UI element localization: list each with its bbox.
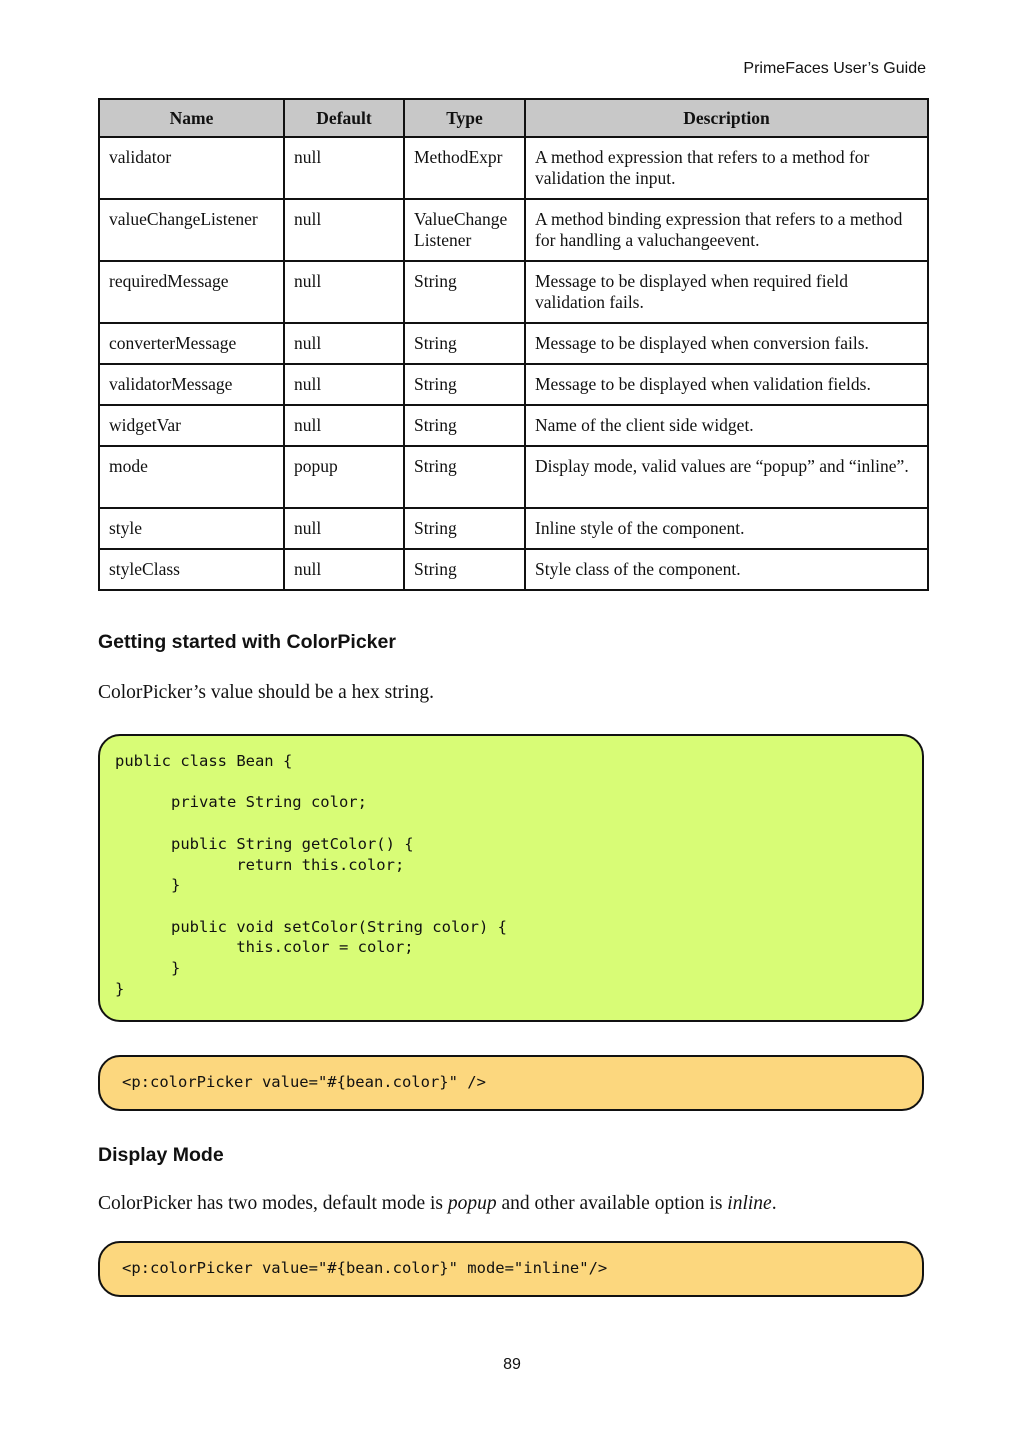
attr-name: widgetVar — [99, 405, 284, 446]
attr-description: Display mode, valid values are “popup” and “inline”. — [525, 446, 928, 508]
attr-description: Name of the client side widget. — [525, 405, 928, 446]
attr-name: valueChangeListener — [99, 199, 284, 261]
attr-description: A method binding expression that refers to a method for handling a valuchangeevent. — [525, 199, 928, 261]
attr-type: String — [404, 261, 525, 323]
table-row — [99, 364, 928, 405]
attr-default: null — [284, 137, 404, 199]
java-code-block — [98, 734, 924, 1022]
attr-name: mode — [99, 446, 284, 508]
attr-name: converterMessage — [99, 323, 284, 364]
table-row — [99, 323, 928, 364]
column-header-type: Type — [404, 99, 525, 137]
attr-description: Style class of the component. — [525, 549, 928, 590]
column-header-description: Description — [525, 99, 928, 137]
display-mode-text — [98, 1193, 777, 1215]
section-intro-text: ColorPicker’s value should be a hex string. — [98, 682, 434, 703]
table-header-row — [99, 99, 928, 137]
attr-default: null — [284, 364, 404, 405]
table-row — [99, 508, 928, 549]
attr-default: null — [284, 199, 404, 261]
inline-term: inline — [727, 1193, 772, 1214]
attr-type: MethodExpr — [404, 137, 525, 199]
attr-default: null — [284, 261, 404, 323]
display-mode-text-middle: and other available option is — [496, 1193, 728, 1214]
section-heading-getting-started: Getting started with ColorPicker — [98, 631, 396, 653]
popup-term: popup — [447, 1193, 497, 1214]
attr-description: Inline style of the component. — [525, 508, 928, 549]
attr-description: Message to be displayed when required field validation fails. — [525, 261, 928, 323]
attr-default: null — [284, 323, 404, 364]
attr-description: Message to be displayed when validation fields. — [525, 364, 928, 405]
attr-type: String — [404, 446, 525, 508]
column-header-name: Name — [99, 99, 284, 137]
attr-name: validatorMessage — [99, 364, 284, 405]
attr-type: String — [404, 405, 525, 446]
xml-inline-code-block — [98, 1241, 924, 1297]
display-mode-text-end: . — [771, 1193, 777, 1214]
attr-description: Message to be displayed when conversion fails. — [525, 323, 928, 364]
section-heading-display-mode: Display Mode — [98, 1144, 224, 1166]
table-row — [99, 446, 928, 508]
table-row — [99, 137, 928, 199]
attr-name: requiredMessage — [99, 261, 284, 323]
running-header: PrimeFaces User’s Guide — [743, 60, 926, 77]
column-header-default: Default — [284, 99, 404, 137]
attr-type: String — [404, 508, 525, 549]
xml-code-block — [98, 1055, 924, 1111]
attr-type: String — [404, 323, 525, 364]
attr-default: null — [284, 405, 404, 446]
attr-name: validator — [99, 137, 284, 199]
page-number: 89 — [503, 1356, 521, 1373]
xml-code: <p:colorPicker value="#{bean.color}" /> — [122, 1073, 486, 1091]
java-code: public class Bean { private String color; public String getColor() { return this.color; } public void setColor(String color) { this.color = color; } } — [115, 752, 507, 998]
xml-inline-code: <p:colorPicker value="#{bean.color}" mode="inline"/> — [122, 1259, 608, 1277]
attr-description: A method expression that refers to a method for validation the input. — [525, 137, 928, 199]
attr-default: null — [284, 508, 404, 549]
attr-type: String — [404, 549, 525, 590]
attr-type: String — [404, 364, 525, 405]
attr-default: null — [284, 549, 404, 590]
table-row — [99, 199, 928, 261]
table-row — [99, 405, 928, 446]
attr-type: ValueChange Listener — [404, 199, 525, 261]
attr-name: styleClass — [99, 549, 284, 590]
attr-name: style — [99, 508, 284, 549]
attr-default: popup — [284, 446, 404, 508]
table-row — [99, 261, 928, 323]
attributes-table — [98, 98, 929, 591]
table-row — [99, 549, 928, 590]
display-mode-text-start: ColorPicker has two modes, default mode is — [98, 1193, 448, 1214]
